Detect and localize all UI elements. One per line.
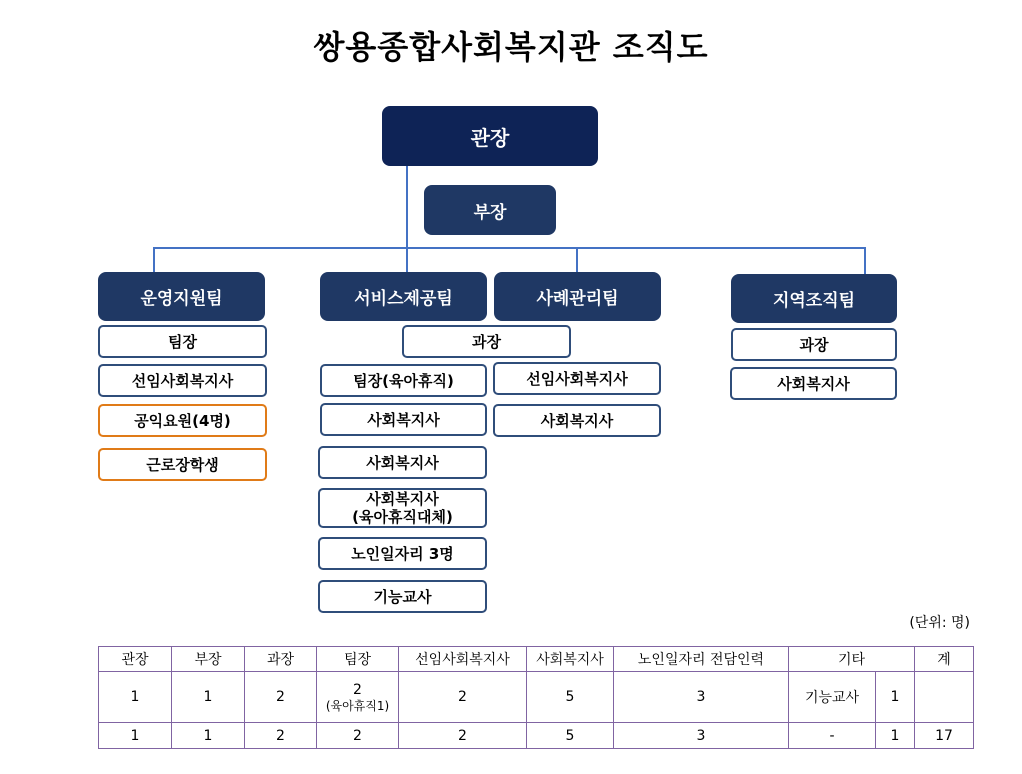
page-title: 쌍용종합사회복지관 조직도 bbox=[313, 28, 709, 66]
director-box: 관장 bbox=[382, 106, 598, 166]
table-header-cell: 선임사회복지사 bbox=[399, 647, 527, 672]
service-case-manager: 과장 bbox=[402, 325, 571, 358]
case-social-worker: 사회복지사 bbox=[493, 404, 661, 437]
table-cell: 17 bbox=[915, 723, 974, 749]
table-cell bbox=[915, 672, 974, 723]
table-row bbox=[99, 672, 974, 723]
service-social-worker-1: 사회복지사 bbox=[320, 403, 487, 436]
table-cell: 1 bbox=[99, 723, 172, 749]
table-cell: 기능교사 bbox=[789, 672, 876, 723]
table-cell: 2 bbox=[245, 723, 317, 749]
case-senior-social-worker: 선임사회복지사 bbox=[493, 362, 661, 395]
table-header-cell: 사회복지사 bbox=[527, 647, 614, 672]
connector-community bbox=[864, 247, 866, 274]
service-social-worker-3 bbox=[318, 488, 487, 528]
unit-note: (단위: 명) bbox=[909, 615, 970, 631]
table-cell: 2 bbox=[399, 672, 527, 723]
service-elderly-jobs: 노인일자리 3명 bbox=[318, 537, 487, 570]
table-header-cell: 관장 bbox=[99, 647, 172, 672]
table-header-cell: 노인일자리 전담인력 bbox=[614, 647, 789, 672]
table-cell: 1 bbox=[99, 672, 172, 723]
table-header-row bbox=[99, 647, 974, 672]
connector-case bbox=[576, 247, 578, 272]
table-cell: 2 bbox=[245, 672, 317, 723]
table-cell: 1 bbox=[876, 723, 915, 749]
table-cell: 1 bbox=[172, 723, 245, 749]
ops-public-service-agents: 공익요원(4명) bbox=[98, 404, 267, 437]
table-cell: 1 bbox=[876, 672, 915, 723]
table-header-cell: 기타 bbox=[789, 647, 915, 672]
service-social-worker-3-note: (육아휴직대체) bbox=[352, 508, 453, 526]
staff-summary-table bbox=[98, 646, 974, 749]
table-row bbox=[99, 723, 974, 749]
table-cell: 5 bbox=[527, 672, 614, 723]
connector-horizontal-bus bbox=[153, 247, 866, 249]
table-header-cell: 부장 bbox=[172, 647, 245, 672]
community-social-worker: 사회복지사 bbox=[730, 367, 897, 400]
team-service-header: 서비스제공팀 bbox=[320, 272, 487, 321]
table-cell-team-lead bbox=[317, 672, 399, 723]
team-ops-header: 운영지원팀 bbox=[98, 272, 265, 321]
table-cell: - bbox=[789, 723, 876, 749]
deputy-box: 부장 bbox=[424, 185, 556, 235]
team-lead-count: 2 bbox=[353, 681, 362, 698]
table-cell: 3 bbox=[614, 723, 789, 749]
team-community-header: 지역조직팀 bbox=[731, 274, 897, 323]
ops-team-lead: 팀장 bbox=[98, 325, 267, 358]
service-skill-teacher: 기능교사 bbox=[318, 580, 487, 613]
table-header-cell: 팀장 bbox=[317, 647, 399, 672]
ops-work-scholarship: 근로장학생 bbox=[98, 448, 267, 481]
table-cell: 2 bbox=[399, 723, 527, 749]
table-cell: 5 bbox=[527, 723, 614, 749]
table-cell: 2 bbox=[317, 723, 399, 749]
service-social-worker-2: 사회복지사 bbox=[318, 446, 487, 479]
team-lead-note: (육아휴직1) bbox=[325, 698, 390, 713]
table-header-cell: 과장 bbox=[245, 647, 317, 672]
ops-senior-social-worker: 선임사회복지사 bbox=[98, 364, 267, 397]
connector-ops bbox=[153, 247, 155, 272]
table-cell: 1 bbox=[172, 672, 245, 723]
service-social-worker-3-label: 사회복지사 bbox=[366, 490, 439, 508]
community-manager: 과장 bbox=[731, 328, 897, 361]
connector-director-vertical bbox=[406, 166, 408, 272]
table-header-cell: 계 bbox=[915, 647, 974, 672]
team-case-header: 사례관리팀 bbox=[494, 272, 661, 321]
service-team-lead: 팀장(육아휴직) bbox=[320, 364, 487, 397]
table-cell: 3 bbox=[614, 672, 789, 723]
